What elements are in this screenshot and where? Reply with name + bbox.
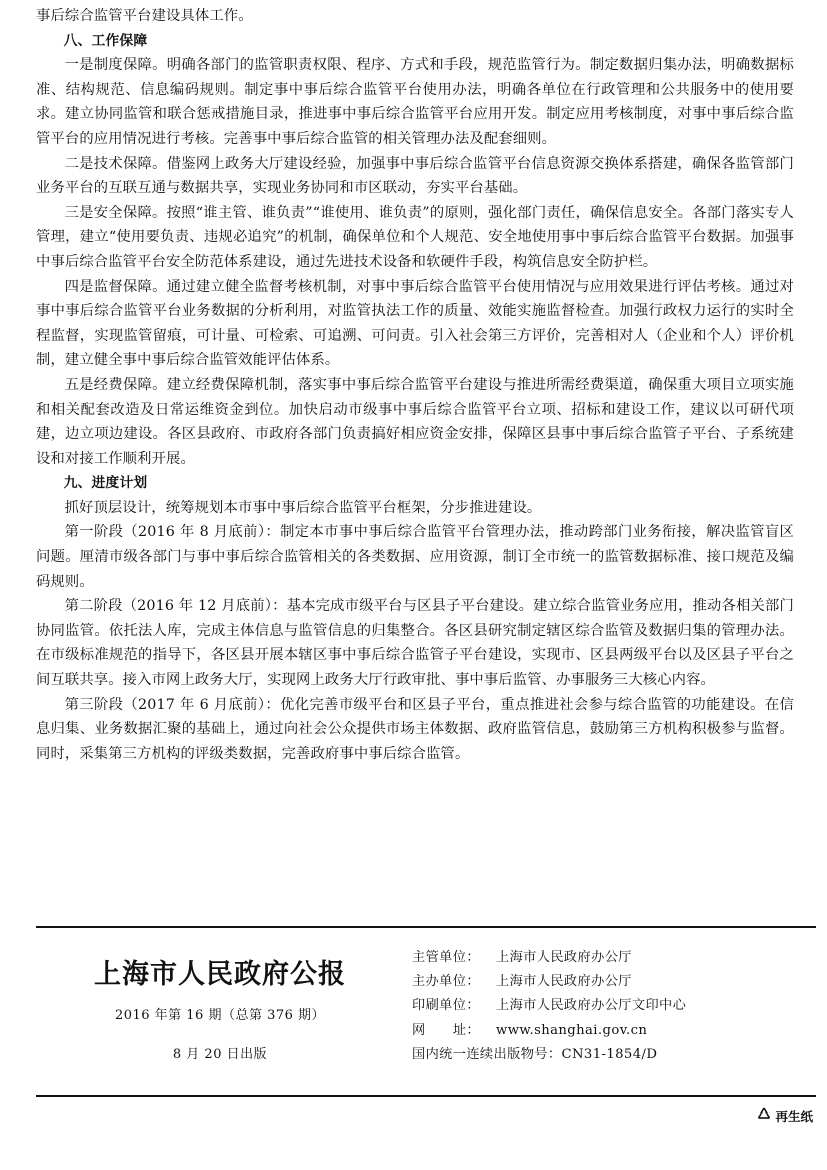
paragraph: 第一阶段（2016 年 8 月底前）：制定本市事中事后综合监管平台管理办法，推动跨部门业务衔接，解决监管盲区问题。厘清市级各部门与事中事后综合监管相关的各类数据、应用资源，制订全市统一的监管数据标准、接口规范及编码规则。 — [36, 524, 794, 590]
section-heading: 八、工作保障 — [63, 32, 148, 49]
paragraph: 三是安全保障。按照“谁主管、谁负责”“谁使用、谁负责”的原则，强化部门责任，确保信息安全。各部门落实专人管理，建立“使用要负责、违规必追究”的机制，确保单位和个人规范、安全地使用事中事后综合监管平台数据。加强事中事后综合监管平台安全防范体系建设，通过先进技术设备和软硬件手段，构筑信息安全防护栏。 — [36, 204, 794, 270]
recycled-paper-label: 再生纸 — [775, 1108, 813, 1124]
info-row-supervisor — [412, 946, 812, 970]
colophon-bottom-rule — [36, 1095, 816, 1097]
document-body — [36, 4, 794, 766]
info-value: 上海市人民政府办公厅文印中心 — [496, 998, 687, 1014]
recycle-icon — [756, 1106, 772, 1125]
info-label: 主办单位： — [412, 974, 480, 990]
info-label: 网 址： — [412, 1022, 480, 1038]
info-label: 主管单位： — [412, 950, 480, 965]
issue-number: 2016 年第 16 期（总第 376 期） — [114, 1008, 326, 1023]
info-value: CN31-1854/D — [561, 1046, 658, 1062]
info-label: 国内统一连续出版物号： — [412, 1046, 562, 1062]
section-heading: 九、进度计划 — [63, 475, 148, 492]
paragraph: 五是经费保障。建立经费保障机制，落实事中事后综合监管平台建设与推进所需经费渠道，确保重大项目立项实施和相关配套改造及日常运维资金到位。加快启动市级事中事后综合监管平台立项、招标和建设工作，建议以可研代项建，边立项边建设。各区县政府、市政府各部门负责搞好相应资金安排，保障区县事中事后综合监管子平台、子系统建设和对接工作顺利开展。 — [36, 376, 794, 467]
journal-title: 上海市人民政府公报 — [94, 959, 346, 990]
info-row-printer — [412, 994, 812, 1018]
recycled-paper-mark — [756, 1106, 813, 1125]
info-value: 上海市人民政府办公厅 — [496, 950, 632, 965]
info-row-website — [412, 1019, 812, 1043]
paragraph: 第三阶段（2017 年 6 月底前）：优化完善市级平台和区县子平台，重点推进社会参与综合监管的功能建设。在信息归集、业务数据汇聚的基础上，通过向社会公众提供市场主体数据、政府监管信息，鼓励第三方机构积极参与监督。同时，采集第三方机构的评级类数据，完善政府事中事后综合监管。 — [36, 696, 794, 762]
paragraph: 二是技术保障。借鉴网上政务大厅建设经验，加强事中事后综合监管平台信息资源交换体系搭建，确保各监管部门业务平台的互联互通与数据共享，实现业务协同和市区联动，夯实平台基础。 — [36, 155, 794, 197]
publication-date: 8 月 20 日出版 — [172, 1047, 268, 1062]
website-url[interactable]: www.shanghai.gov.cn — [496, 1022, 648, 1038]
colophon-top-rule — [36, 926, 816, 928]
publisher-info — [412, 946, 812, 1067]
paragraph: 四是监督保障。通过建立健全监督考核机制，对事中事后综合监管平台使用情况与应用效果进行评估考核。通过对事中事后综合监管平台业务数据的分析利用，对监管执法工作的质量、效能实施监督检查。加强行政权力运行的实时全程监督，实现监管留痕，可计量、可检索、可追溯、可问责。引入社会第三方评价，完善相对人（企业和个人）评价机制，建立健全事中事后综合监管效能评估体系。 — [36, 278, 794, 369]
paragraph: 抓好顶层设计，统筹规划本市事中事后综合监管平台框架，分步推进建设。 — [64, 499, 542, 516]
paragraph: 事后综合监管平台建设具体工作。 — [36, 8, 253, 24]
info-label: 印刷单位： — [412, 998, 480, 1014]
info-row-sponsor — [412, 970, 812, 994]
info-row-serial-number — [412, 1043, 812, 1067]
info-value: 上海市人民政府办公厅 — [496, 974, 632, 990]
paragraph: 一是制度保障。明确各部门的监管职责权限、程序、方式和手段，规范监管行为。制定数据归集办法，明确数据标准、结构规范、信息编码规则。制定事中事后综合监管平台使用办法，明确各单位在行政管理和公共服务中的使用要求。建立协同监管和联合惩戒措施目录，推进事中事后综合监管平台应用开发。制定应用考核制度，对事中事后综合监管平台的应用情况进行考核。完善事中事后综合监管的相关管理办法及配套细则。 — [36, 57, 794, 147]
paragraph: 第二阶段（2016 年 12 月底前）：基本完成市级平台与区县子平台建设。建立综合监管业务应用，推动各相关部门协同监管。依托法人库，完成主体信息与监管信息的归集整合。各区县研究制定辖区综合监管及数据归集的管理办法。在市级标准规范的指导下，各区县开展本辖区事中事后综合监管子平台建设，实现市、区县两级平台以及区县子平台之间互联共享。接入市网上政务大厅，实现网上政务大厅行政审批、事中事后监管、办事服务三大核心内容。 — [36, 598, 794, 689]
